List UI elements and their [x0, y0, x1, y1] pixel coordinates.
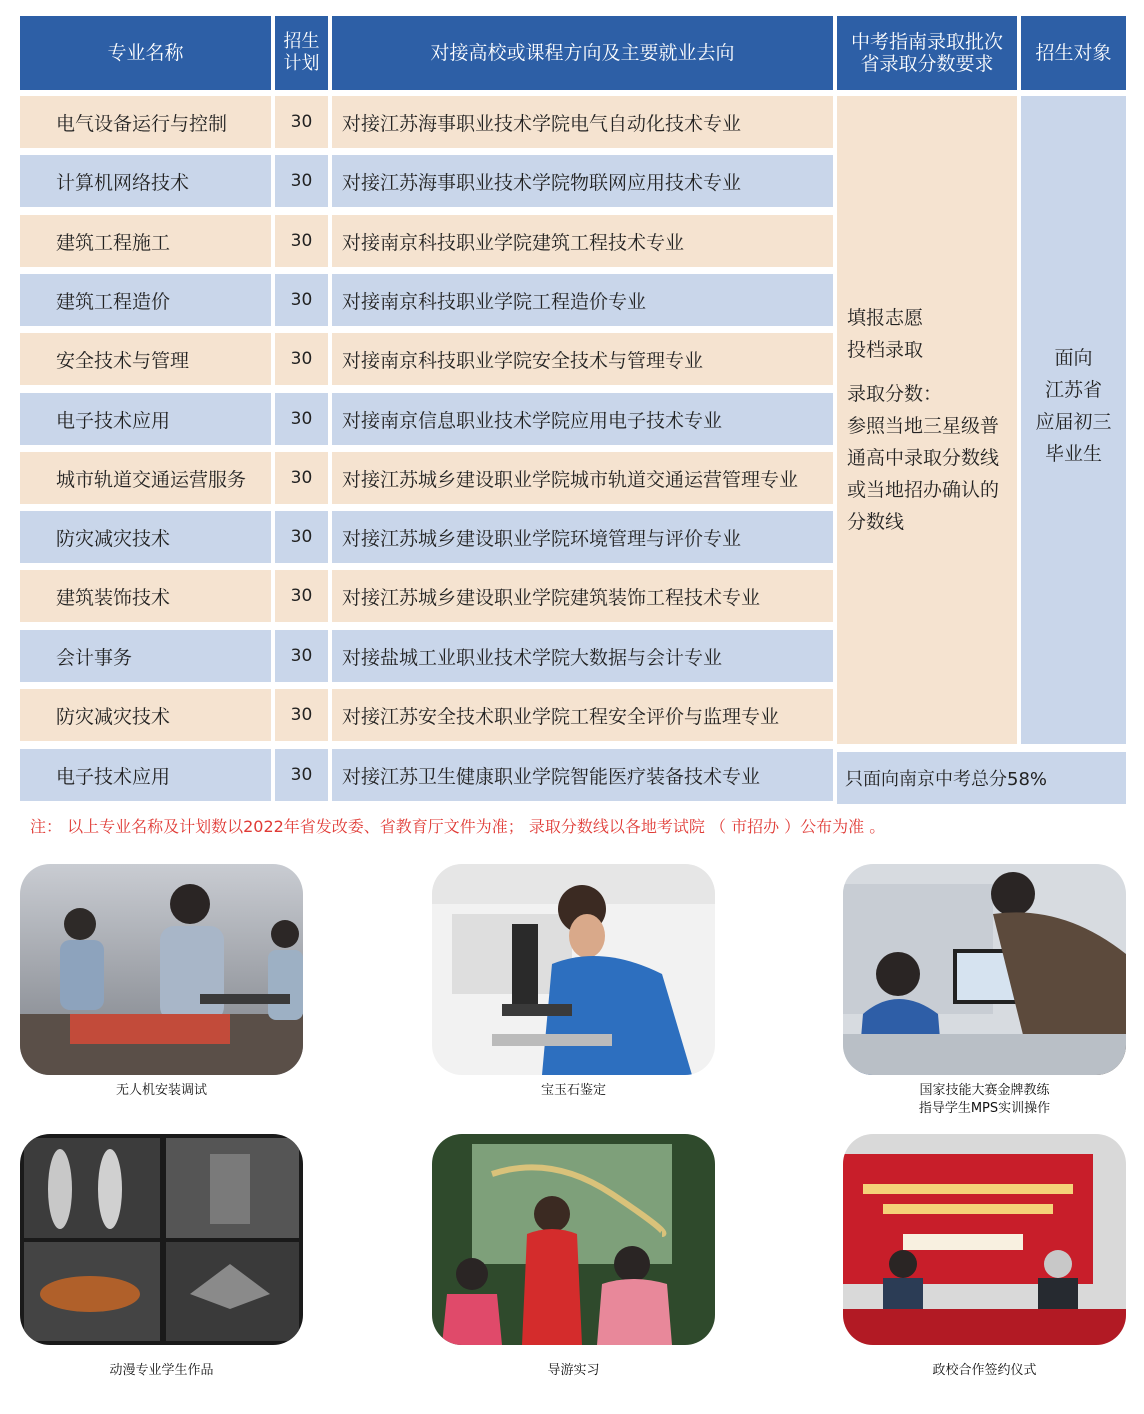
last-row-criteria: 只面向南京中考总分58% — [837, 752, 1126, 804]
header-direction: 对接高校或课程方向及主要就业去向 — [332, 16, 833, 90]
caption-mps-training-line2: 指导学生MPS实训操作 — [918, 1101, 1051, 1116]
criteria-line5: 通高中录取分数线 — [847, 447, 1000, 469]
criteria-line7: 分数线 — [847, 511, 905, 533]
row-plan-cell: 30 — [275, 749, 328, 801]
row-direction-cell: 对接江苏海事职业技术学院物联网应用技术专业 — [332, 155, 833, 207]
enrollment-target — [1021, 96, 1126, 744]
header-batch — [837, 16, 1017, 90]
row-direction-cell: 对接江苏海事职业技术学院电气自动化技术专业 — [332, 96, 833, 148]
caption-gem-identification-line1: 宝玉石鉴定 — [540, 1083, 606, 1098]
row-plan-cell: 30 — [275, 689, 328, 741]
header-plan-line1: 招生 — [283, 31, 320, 52]
photo-tour-guide — [432, 1134, 715, 1345]
row-name-cell: 安全技术与管理 — [20, 333, 271, 385]
header-plan — [275, 16, 328, 90]
caption-tour-guide-line1: 导游实习 — [547, 1363, 600, 1378]
target-line2: 江苏省 — [1044, 379, 1102, 401]
row-name-cell: 会计事务 — [20, 630, 271, 682]
row-plan-cell: 30 — [275, 630, 328, 682]
photo-mps-training — [843, 864, 1126, 1075]
row-name-cell: 电子技术应用 — [20, 749, 271, 801]
row-plan-cell: 30 — [275, 452, 328, 504]
caption-mps-training-line1: 国家技能大赛金牌教练 — [919, 1083, 1050, 1098]
row-direction-cell: 对接江苏城乡建设职业学院城市轨道交通运营管理专业 — [332, 452, 833, 504]
caption-animation-works — [20, 1362, 303, 1380]
target-line1: 面向 — [1054, 347, 1093, 369]
row-direction-cell: 对接江苏城乡建设职业学院建筑装饰工程技术专业 — [332, 570, 833, 622]
caption-drone-assembly-line1: 无人机安装调试 — [115, 1083, 207, 1098]
row-plan-cell: 30 — [275, 570, 328, 622]
caption-mps-training — [843, 1082, 1126, 1118]
caption-signing-ceremony-line1: 政校合作签约仪式 — [932, 1363, 1037, 1378]
admission-criteria — [837, 96, 1017, 744]
row-direction-cell: 对接南京科技职业学院建筑工程技术专业 — [332, 215, 833, 267]
photo-animation-works — [20, 1134, 303, 1345]
caption-drone-assembly — [20, 1082, 303, 1100]
row-plan-cell: 30 — [275, 511, 328, 563]
drone-assembly-image — [20, 864, 303, 1075]
row-name-cell: 防灾减灾技术 — [20, 511, 271, 563]
criteria-line3: 录取分数： — [847, 383, 943, 405]
row-direction-cell: 对接南京科技职业学院工程造价专业 — [332, 274, 833, 326]
header-batch-line2: 省录取分数要求 — [860, 53, 994, 75]
header-target: 招生对象 — [1021, 16, 1126, 90]
row-plan-cell: 30 — [275, 333, 328, 385]
criteria-line6: 或当地招办确认的 — [847, 479, 1000, 501]
row-plan-cell: 30 — [275, 96, 328, 148]
row-name-cell: 防灾减灾技术 — [20, 689, 271, 741]
row-name-cell: 电气设备运行与控制 — [20, 96, 271, 148]
footnote: 注： 以上专业名称及计划数以2022年省发改委、省教育厅文件为准； 录取分数线以各地考试院 （ 市招办 ）公布为准 。 — [30, 817, 886, 836]
gem-identification-image — [432, 864, 715, 1075]
row-plan-cell: 30 — [275, 393, 328, 445]
photo-gem-identification — [432, 864, 715, 1075]
row-name-cell: 城市轨道交通运营服务 — [20, 452, 271, 504]
row-plan-cell: 30 — [275, 155, 328, 207]
row-plan-cell: 30 — [275, 215, 328, 267]
row-direction-cell: 对接江苏卫生健康职业学院智能医疗装备技术专业 — [332, 749, 833, 801]
photo-drone-assembly — [20, 864, 303, 1075]
criteria-line4: 参照当地三星级普 — [847, 415, 1000, 437]
signing-ceremony-image — [843, 1134, 1126, 1345]
row-direction-cell: 对接江苏城乡建设职业学院环境管理与评价专业 — [332, 511, 833, 563]
criteria-line1: 填报志愿 — [847, 307, 924, 329]
criteria-line2: 投档录取 — [847, 339, 924, 361]
caption-signing-ceremony — [843, 1362, 1126, 1380]
row-name-cell: 建筑工程施工 — [20, 215, 271, 267]
row-name-cell: 电子技术应用 — [20, 393, 271, 445]
mps-training-image — [843, 864, 1126, 1075]
animation-works-image — [20, 1134, 303, 1345]
row-direction-cell: 对接南京信息职业技术学院应用电子技术专业 — [332, 393, 833, 445]
caption-animation-works-line1: 动漫专业学生作品 — [109, 1363, 214, 1378]
target-line3: 应届初三 — [1035, 411, 1112, 433]
header-plan-line2: 计划 — [283, 53, 320, 74]
row-name-cell: 建筑工程造价 — [20, 274, 271, 326]
target-line4: 毕业生 — [1044, 443, 1102, 465]
caption-gem-identification — [432, 1082, 715, 1100]
row-direction-cell: 对接南京科技职业学院安全技术与管理专业 — [332, 333, 833, 385]
tour-guide-image — [432, 1134, 715, 1345]
row-direction-cell: 对接盐城工业职业技术学院大数据与会计专业 — [332, 630, 833, 682]
photo-signing-ceremony — [843, 1134, 1126, 1345]
row-direction-cell: 对接江苏安全技术职业学院工程安全评价与监理专业 — [332, 689, 833, 741]
row-name-cell: 计算机网络技术 — [20, 155, 271, 207]
caption-tour-guide — [432, 1362, 715, 1380]
row-plan-cell: 30 — [275, 274, 328, 326]
row-name-cell: 建筑装饰技术 — [20, 570, 271, 622]
header-major: 专业名称 — [20, 16, 271, 90]
header-batch-line1: 中考指南录取批次 — [850, 31, 1003, 53]
